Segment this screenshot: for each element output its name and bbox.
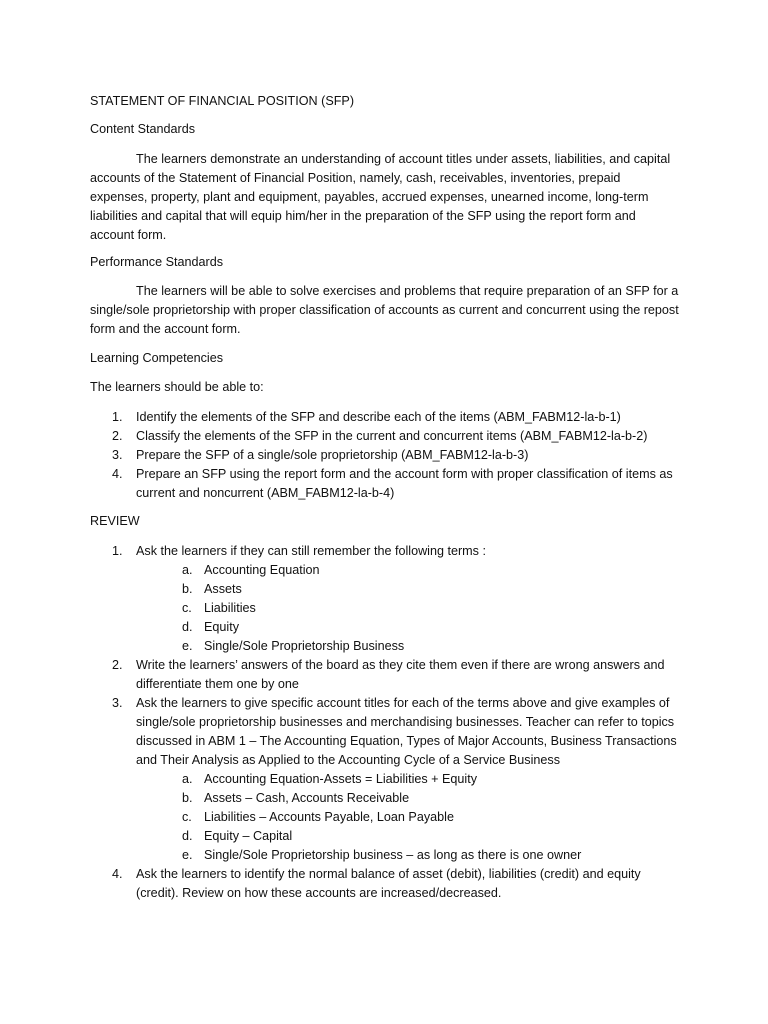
competency-item bbox=[90, 446, 682, 465]
learning-competencies-heading: Learning Competencies bbox=[90, 351, 224, 365]
review-subitem-text: Accounting Equation-Assets = Liabilities + Equity bbox=[204, 772, 478, 786]
list-number: 3. bbox=[112, 448, 123, 462]
performance-standards-paragraph: The learners will be able to solve exercises and problems that require preparation of an SFP for a single/sole proprietorship with proper classification of accounts as current and concurrent using the repost form and the account form. bbox=[90, 284, 679, 336]
sub-marker: d. bbox=[182, 829, 193, 843]
review-item bbox=[90, 865, 682, 903]
content-standards-paragraph: The learners demonstrate an understanding of account titles under assets, liabilities, and capital accounts of the Statement of Financial Position, namely, cash, receivables, inventories, prepaid expenses, property, plant and equipment, payables, accrued expenses, unearned income, long-term liabilities and capital that will equip him/her in the preparation of the SFP using the report form and account form. bbox=[90, 152, 671, 242]
competency-text: Classify the elements of the SFP in the current and concurrent items (ABM_FABM12-la-b-2) bbox=[136, 429, 648, 443]
review-subitem-text: Liabilities bbox=[204, 601, 256, 615]
review-text: Ask the learners if they can still remember the following terms : bbox=[136, 544, 486, 558]
review-subitem bbox=[136, 846, 682, 865]
review-text: Write the learners’ answers of the board as they cite them even if there are wrong answers and differentiate them one by one bbox=[136, 658, 665, 691]
list-number: 2. bbox=[112, 429, 123, 443]
competency-text: Prepare an SFP using the report form and the account form with proper classification of items as current and noncurrent (ABM_FABM12-la-b-4) bbox=[136, 467, 673, 500]
review-text: Ask the learners to identify the normal balance of asset (debit), liabilities (credit) and equity (credit). Review on how these accounts are increased/decreased. bbox=[136, 867, 641, 900]
review-item bbox=[90, 694, 682, 865]
list-number: 1. bbox=[112, 544, 123, 558]
review-subitem bbox=[136, 580, 682, 599]
sub-marker: c. bbox=[182, 601, 192, 615]
list-number: 1. bbox=[112, 410, 123, 424]
review-subitem bbox=[136, 808, 682, 827]
sub-marker: e. bbox=[182, 639, 193, 653]
review-subitem bbox=[136, 599, 682, 618]
sub-marker: a. bbox=[182, 563, 193, 577]
document-title: STATEMENT OF FINANCIAL POSITION (SFP) bbox=[90, 94, 355, 108]
performance-standards-heading: Performance Standards bbox=[90, 255, 224, 269]
review-subitem-text: Equity bbox=[204, 620, 240, 634]
review-subitem-text: Liabilities – Accounts Payable, Loan Payable bbox=[204, 810, 454, 824]
learning-competencies-intro: The learners should be able to: bbox=[90, 380, 264, 394]
review-item bbox=[90, 542, 682, 656]
sub-marker: a. bbox=[182, 772, 193, 786]
competency-text: Prepare the SFP of a single/sole proprietorship (ABM_FABM12-la-b-3) bbox=[136, 448, 529, 462]
sub-marker: b. bbox=[182, 582, 193, 596]
review-subitem bbox=[136, 561, 682, 580]
competency-text: Identify the elements of the SFP and describe each of the items (ABM_FABM12-la-b-1) bbox=[136, 410, 621, 424]
competency-item bbox=[90, 408, 682, 427]
review-subitem-text: Assets – Cash, Accounts Receivable bbox=[204, 791, 410, 805]
review-subitem-text: Single/Sole Proprietorship business – as long as there is one owner bbox=[204, 848, 582, 862]
review-subitem bbox=[136, 618, 682, 637]
review-subitem bbox=[136, 827, 682, 846]
content-standards-heading: Content Standards bbox=[90, 122, 196, 136]
review-subitem-text: Equity – Capital bbox=[204, 829, 293, 843]
review-text: Ask the learners to give specific account titles for each of the terms above and give examples of single/sole proprietorship businesses and merchandising businesses. Teacher can refer to topics discussed in ABM 1 – The Accounting Equation, Types of Major Accounts, Business Transactions and Their Analysis as Applied to the Accounting Cycle of a Service Business bbox=[136, 696, 677, 767]
competencies-list bbox=[90, 408, 682, 503]
review-item bbox=[90, 656, 682, 694]
sub-marker: e. bbox=[182, 848, 193, 862]
review-sublist bbox=[136, 770, 682, 865]
list-number: 4. bbox=[112, 467, 123, 481]
review-subitem bbox=[136, 637, 682, 656]
competency-item bbox=[90, 465, 682, 503]
review-subitem-text: Accounting Equation bbox=[204, 563, 320, 577]
review-subitem-text: Assets bbox=[204, 582, 242, 596]
review-heading: REVIEW bbox=[90, 514, 140, 528]
sub-marker: b. bbox=[182, 791, 193, 805]
review-sublist bbox=[136, 561, 682, 656]
review-list bbox=[90, 542, 682, 903]
list-number: 4. bbox=[112, 867, 123, 881]
list-number: 2. bbox=[112, 658, 123, 672]
sub-marker: d. bbox=[182, 620, 193, 634]
competency-item bbox=[90, 427, 682, 446]
list-number: 3. bbox=[112, 696, 123, 710]
review-subitem bbox=[136, 789, 682, 808]
review-subitem-text: Single/Sole Proprietorship Business bbox=[204, 639, 405, 653]
review-subitem bbox=[136, 770, 682, 789]
sub-marker: c. bbox=[182, 810, 192, 824]
